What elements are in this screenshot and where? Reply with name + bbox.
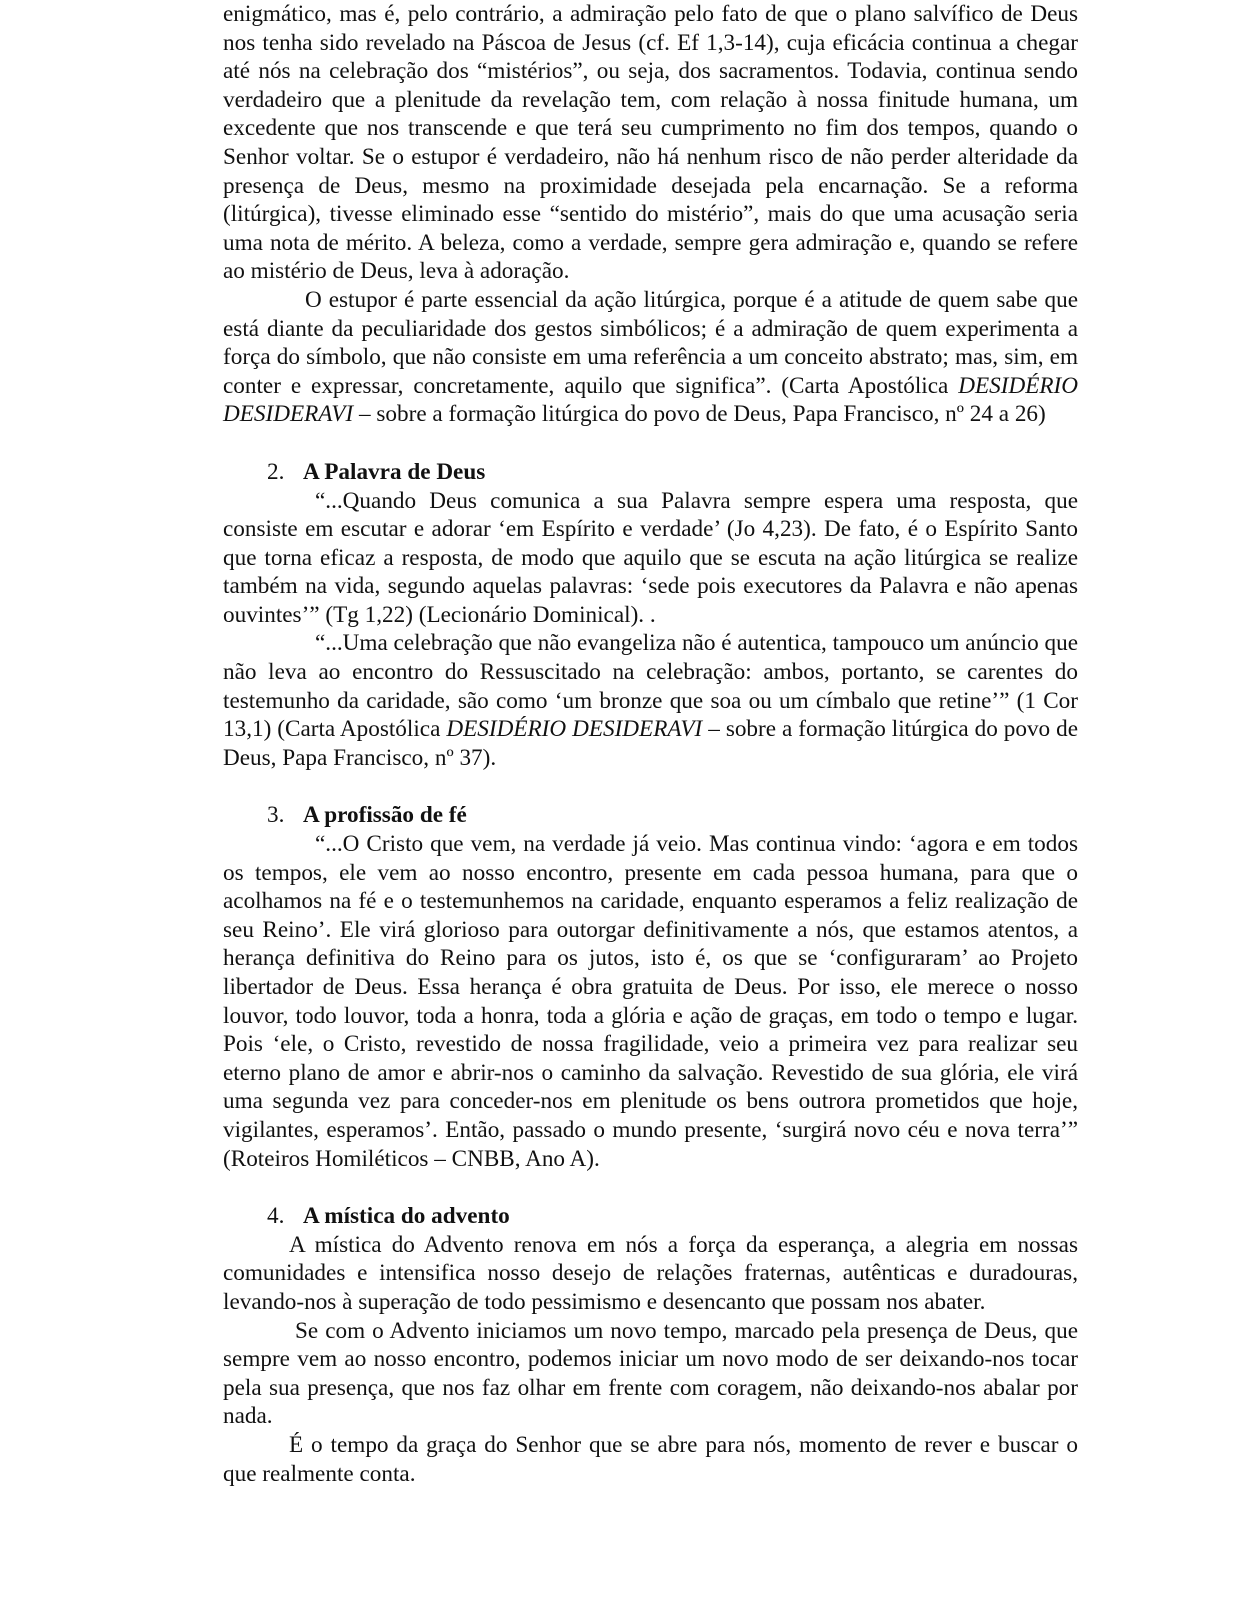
section-heading-mistica [223,1202,1078,1231]
document-title-italic: DESIDÉRIO DESIDERAVI [446,716,703,743]
paragraph-palavra-1: “...Quando Deus comunica a sua Palavra sempre espera uma resposta, que consiste em escutar e adorar ‘em Espírito e verdade’ (Jo 4,23). De fato, é o Espírito Santo que torna eficaz a resposta, de modo que aquilo que se escuta na ação litúrgica se realize também na vida, segundo aquelas palavras: ‘sede pois executores da Palavra e não apenas ouvintes’” (Tg 1,22) (Lecionário Dominical). . [223,487,1078,628]
paragraph-text: O estupor é parte essencial da ação litúrgica, porque é a atitude de quem sabe que está diante da peculiaridade dos gestos simbólicos; é a admiração de quem experimenta a força do símbolo, que não consiste em uma referência a um conceito abstrato; mas, sim, em conter e expressar, concretamente, aquilo que significa”. (Carta Apostólica [223,286,1078,399]
section-title: A profissão de fé [303,802,467,829]
paragraph-mistica-2: Se com o Advento iniciamos um novo tempo, marcado pela presença de Deus, que sempre vem ao nosso encontro, podemos iniciar um novo modo de ser deixando-nos tocar pela sua presença, que nos faz olhar em frente com coragem, não deixando-nos abalar por nada. [223,1317,1078,1430]
paragraph-mistica-1: A mística do Advento renova em nós a força da esperança, a alegria em nossas comunidades e intensifica nosso desejo de relações fraternas, autênticas e duradouras, levando-nos à superação de todo pessimismo e desencanto que possam nos abater. [223,1231,1078,1315]
document-page [223,0,1078,1488]
document-title-italic: DESIDÉRIO DESIDERAVI [223,372,1078,428]
paragraph-text: – sobre a formação litúrgica do povo de Deus, Papa Francisco, nº 24 a 26) [353,401,1046,428]
section-heading-palavra [223,458,1078,487]
section-number: 2. [267,458,285,485]
paragraph-text: “...Uma celebração que não evangeliza não é autentica, tampouco um anúncio que não leva ao encontro do Ressuscitado na celebração: ambos, portanto, se carentes do testemunho da caridade, são como ‘um bronze que soa ou um címbalo que retine’” (1 Cor 13,1) (Carta Apostólica [223,630,1078,743]
section-number: 4. [267,1203,285,1230]
section-title: A Palavra de Deus [303,458,486,485]
section-heading-profissao [223,801,1078,830]
section-title: A mística do advento [303,1203,510,1230]
section-number: 3. [267,802,285,829]
paragraph-text: – sobre a formação litúrgica do povo de Deus, Papa Francisco, nº 37). [223,716,1078,771]
paragraph-estupor [223,286,1078,429]
paragraph-profissao: “...O Cristo que vem, na verdade já veio. Mas continua vindo: ‘agora e em todos os tempos, ele vem ao nosso encontro, presente em cada pessoa humana, para que o acolhamos na fé e o testemunhemos na caridade, enquanto esperamos a feliz realização de seu Reino’. Ele virá glorioso para outorgar definitivamente a nós, que estamos atentos, a herança definitiva do Reino para os jutos, isto é, os que se ‘configuraram’ ao Projeto libertador de Deus. Essa herança é obra gratuita de Deus. Por isso, ele merece o nosso louvor, todo louvor, toda a honra, toda a glória e ação de graças, em todo o tempo e lugar. Pois ‘ele, o Cristo, revestido de nossa fragilidade, veio a primeira vez para realizar seu eterno plano de amor e abrir-nos o caminho da salvação. Revestido de sua glória, ele virá uma segunda vez para conceder-nos em plenitude os bens outrora prometidos que hoje, vigilantes, esperamos’. Então, passado o mundo presente, ‘surgirá novo céu e nova terra’” (Roteiros Homiléticos – CNBB, Ano A). [223,831,1078,1172]
paragraph-mistica-3: É o tempo da graça do Senhor que se abre para nós, momento de rever e buscar o que realmente conta. [223,1431,1078,1487]
paragraph-continuation: enigmático, mas é, pelo contrário, a admiração pelo fato de que o plano salvífico de Deus nos tenha sido revelado na Páscoa de Jesus (cf. Ef 1,3-14), cuja eficácia continua a chegar até nós na celebração dos “mistérios”, ou seja, dos sacramentos. Todavia, continua sendo verdadeiro que a plenitude da revelação tem, com relação à nossa finitude humana, um excedente que nos transcende e que terá seu cumprimento no fim dos tempos, quando o Senhor voltar. Se o estupor é verdadeiro, não há nenhum risco de não perder alteridade da presença de Deus, mesmo na proximidade desejada pela encarnação. Se a reforma (litúrgica), tivesse eliminado esse “sentido do mistério”, mais do que uma acusação seria uma nota de mérito. A beleza, como a verdade, sempre gera admiração e, quando se refere ao mistério de Deus, leva à adoração. [223,1,1078,285]
paragraph-palavra-2 [223,629,1078,772]
